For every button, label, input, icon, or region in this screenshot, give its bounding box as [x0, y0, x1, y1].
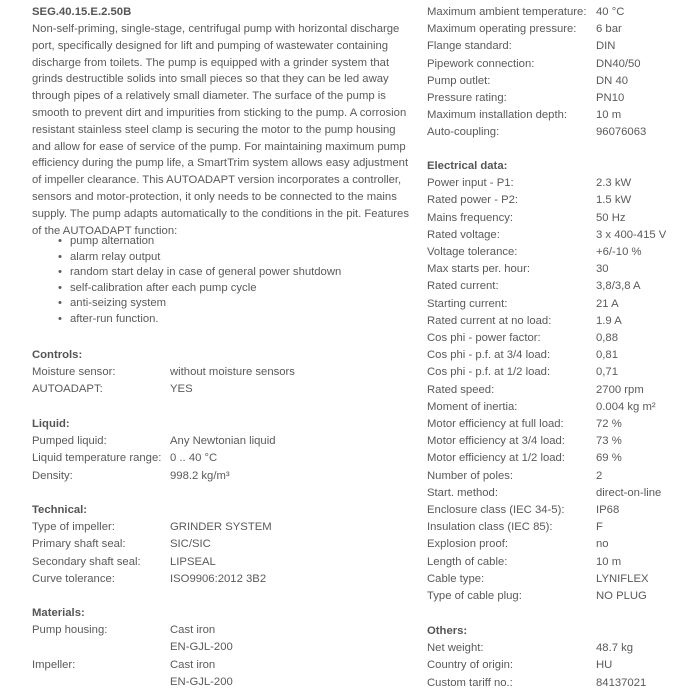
- spec-label: Voltage tolerance:: [427, 246, 518, 259]
- spec-label: Liquid temperature range:: [32, 452, 162, 465]
- description-line: supply. The pump adapts automatically to the conditions in the pit. Features: [32, 207, 409, 220]
- spec-label: Rated current at no load:: [427, 314, 552, 327]
- spec-label: Moisture sensor:: [32, 366, 116, 379]
- spec-value: 21 A: [596, 297, 619, 310]
- section-heading: Liquid:: [32, 418, 70, 430]
- description-line: port, specifically designed for lift and pumping of wastewater containing: [32, 39, 389, 52]
- spec-value: LIPSEAL: [170, 555, 216, 568]
- spec-value: HU: [596, 659, 613, 672]
- spec-label: Motor efficiency at 3/4 load:: [427, 435, 565, 448]
- spec-row: [427, 657, 646, 674]
- spec-value: DN40/50: [596, 57, 641, 70]
- spec-value: 0,81: [596, 349, 618, 362]
- spec-value: 69 %: [596, 452, 622, 465]
- spec-row: [32, 536, 272, 553]
- spec-label: Flange standard:: [427, 40, 512, 53]
- spec-row: [427, 502, 666, 519]
- spec-label: Net weight:: [427, 642, 484, 655]
- description-line: efficiency during the pump life, a SmartTrim system allows easy adjustment: [32, 157, 409, 170]
- feature-list: [58, 234, 341, 328]
- spec-value: 48.7 kg: [596, 642, 634, 655]
- spec-label: Power input - P1:: [427, 177, 514, 190]
- spec-row: [427, 554, 666, 571]
- spec-label: Custom tariff no.:: [427, 676, 513, 689]
- spec-label: Max starts per. hour:: [427, 263, 530, 276]
- spec-label: Primary shaft seal:: [32, 538, 126, 551]
- spec-value: no: [596, 538, 609, 551]
- section-electrical-data: [427, 158, 666, 605]
- section-general: [427, 4, 646, 142]
- section-others: [427, 623, 646, 692]
- spec-label: Maximum installation depth:: [427, 109, 568, 122]
- spec-label: Pump outlet:: [427, 74, 491, 87]
- spec-value: 73 %: [596, 435, 622, 448]
- spec-label: Pumped liquid:: [32, 435, 107, 448]
- spec-value: Cast iron: [170, 624, 216, 637]
- spec-label: Rated current:: [427, 280, 499, 293]
- spec-label: Density:: [32, 469, 73, 482]
- feature-item: • random start delay in case of general power shutdown: [58, 265, 341, 281]
- spec-row: [427, 261, 666, 278]
- spec-row: [32, 433, 276, 450]
- spec-row: [32, 364, 295, 381]
- spec-label: Rated power - P2:: [427, 194, 519, 207]
- spec-row: [427, 468, 666, 485]
- spec-row: [427, 56, 646, 73]
- description-line: through pipes of a relatively small diameter. The surface of the pump is: [32, 90, 386, 103]
- description-line: resistant stainless steel clamp is securing the motor to the pump housing: [32, 123, 396, 136]
- spec-row: [427, 675, 646, 692]
- spec-value: PN10: [596, 92, 625, 105]
- spec-label: AUTOADAPT:: [32, 383, 103, 396]
- spec-label: Maximum operating pressure:: [427, 23, 577, 36]
- spec-value: 3,8/3,8 A: [596, 280, 641, 293]
- spec-value: 50 Hz: [596, 211, 626, 224]
- spec-label: Moment of inertia:: [427, 400, 518, 413]
- spec-row: [427, 175, 666, 192]
- spec-label: Insulation class (IEC 85):: [427, 521, 553, 534]
- spec-label: Pump housing:: [32, 624, 108, 637]
- spec-label: Enclosure class (IEC 34-5):: [427, 504, 565, 517]
- spec-row: [32, 554, 272, 571]
- spec-label: Pipework connection:: [427, 57, 535, 70]
- spec-row: [427, 90, 646, 107]
- spec-value: 3 x 400-415 V: [596, 228, 667, 241]
- spec-label: Cos phi - p.f. at 3/4 load:: [427, 349, 551, 362]
- spec-row: [32, 571, 272, 588]
- spec-row: [427, 313, 666, 330]
- section-heading: Materials:: [32, 607, 85, 619]
- description-line: and allow for ease of service of the pump. For maintaining maximum pump: [32, 140, 406, 153]
- spec-value: Cast iron: [170, 658, 216, 671]
- spec-row: [32, 468, 276, 485]
- spec-row: [427, 364, 666, 381]
- feature-item: • self-calibration after each pump cycle: [58, 281, 341, 297]
- spec-value: NO PLUG: [596, 590, 647, 603]
- spec-row: [427, 640, 646, 657]
- spec-row: [32, 450, 276, 467]
- section-materials: [32, 605, 233, 691]
- feature-item: • alarm relay output: [58, 250, 341, 266]
- spec-row: [427, 227, 666, 244]
- spec-row: [427, 571, 666, 588]
- spec-row: [32, 674, 233, 691]
- spec-value: without moisture sensors: [170, 366, 295, 379]
- product-title: SEG.40.15.E.2.50B: [32, 6, 132, 18]
- spec-row: [427, 278, 666, 295]
- description-line: of the AUTOADAPT function:: [32, 224, 178, 237]
- spec-row: [427, 124, 646, 141]
- spec-value: direct-on-line: [596, 486, 662, 499]
- section-liquid: [32, 416, 276, 485]
- spec-label: [32, 674, 170, 691]
- spec-row: [427, 38, 646, 55]
- spec-value: F: [596, 521, 603, 534]
- spec-row: [427, 73, 646, 90]
- description-line: sensors and motor-protection, it only needs to be connected to the mains: [32, 190, 397, 203]
- spec-label: Impeller:: [32, 658, 76, 671]
- spec-row: [427, 330, 666, 347]
- spec-label: Starting current:: [427, 297, 508, 310]
- spec-label: Mains frequency:: [427, 211, 514, 224]
- feature-item: • after-run function.: [58, 312, 341, 328]
- description-line: discharge from toilets. The pump is equipped with a grinder system that: [32, 56, 390, 69]
- spec-value: 40 °C: [596, 6, 625, 18]
- spec-value: 6 bar: [596, 23, 622, 36]
- spec-value: +6/-10 %: [596, 246, 642, 259]
- spec-row: [427, 296, 666, 313]
- spec-label: Explosion proof:: [427, 538, 509, 551]
- section-heading: Others:: [427, 625, 468, 637]
- spec-value: Any Newtonian liquid: [170, 435, 276, 448]
- spec-label: Maximum ambient temperature:: [427, 6, 587, 18]
- spec-label: Rated speed:: [427, 383, 495, 396]
- spec-value: 10 m: [596, 109, 622, 122]
- spec-row: [427, 416, 666, 433]
- spec-label: Curve tolerance:: [32, 572, 115, 585]
- spec-label: Auto-coupling:: [427, 126, 500, 139]
- spec-value: 1.9 A: [596, 314, 622, 327]
- spec-value: 2.3 kW: [596, 177, 632, 190]
- spec-value: 2700 rpm: [596, 383, 644, 396]
- section-heading: Technical:: [32, 504, 88, 516]
- spec-value: DIN: [596, 40, 616, 53]
- section-heading: Electrical data:: [427, 160, 508, 172]
- spec-label: [32, 639, 170, 656]
- spec-row: [427, 4, 646, 21]
- spec-value: YES: [170, 383, 193, 396]
- spec-row: [427, 210, 666, 227]
- spec-value: 30: [596, 263, 609, 276]
- spec-value: 0,71: [596, 366, 618, 379]
- spec-row: [32, 381, 295, 398]
- spec-value: EN-GJL-200: [170, 641, 233, 654]
- spec-label: Type of impeller:: [32, 521, 115, 534]
- spec-value: 10 m: [596, 555, 622, 568]
- spec-value: SIC/SIC: [170, 538, 211, 551]
- spec-row: [427, 450, 666, 467]
- spec-row: [427, 192, 666, 209]
- spec-value: 96076063: [596, 126, 647, 139]
- spec-value: GRINDER SYSTEM: [170, 521, 272, 534]
- spec-value: 0.004 kg m²: [596, 400, 656, 413]
- spec-row: [427, 244, 666, 261]
- spec-value: 0 .. 40 °C: [170, 452, 218, 465]
- spec-value: ISO9906:2012 3B2: [170, 572, 267, 585]
- spec-label: Number of poles:: [427, 469, 514, 482]
- spec-label: Motor efficiency at full load:: [427, 418, 564, 431]
- spec-value: 1.5 kW: [596, 194, 632, 207]
- description-line: Non-self-priming, single-stage, centrifugal pump with horizontal discharge: [32, 23, 400, 35]
- spec-label: Cable type:: [427, 572, 485, 585]
- spec-label: Rated voltage:: [427, 228, 500, 241]
- spec-label: Pressure rating:: [427, 92, 507, 105]
- spec-row: [427, 433, 666, 450]
- spec-row: [427, 536, 666, 553]
- feature-item: • anti-seizing system: [58, 296, 341, 312]
- spec-value: EN-GJL-200: [170, 675, 233, 688]
- spec-value: 2: [596, 469, 603, 482]
- spec-row: [32, 639, 233, 656]
- product-description: [32, 21, 409, 239]
- spec-value: 84137021: [596, 676, 647, 689]
- description-line: of impeller clearance. This AUTOADAPT version incorporates a controller,: [32, 174, 402, 187]
- section-heading: Controls:: [32, 349, 83, 361]
- spec-value: IP68: [596, 504, 620, 517]
- spec-label: Cos phi - power factor:: [427, 332, 541, 345]
- spec-row: [427, 107, 646, 124]
- spec-row: [427, 399, 666, 416]
- spec-value: LYNIFLEX: [596, 572, 649, 585]
- description-line: smooth to prevent dirt and impurities from sticking to the pump. A corrosion: [32, 106, 407, 119]
- spec-label: Motor efficiency at 1/2 load:: [427, 452, 565, 465]
- spec-value: 72 %: [596, 418, 622, 431]
- spec-row: [427, 485, 666, 502]
- spec-row: [427, 519, 666, 536]
- spec-value: DN 40: [596, 74, 629, 87]
- spec-label: Start. method:: [427, 486, 498, 499]
- section-technical: [32, 502, 272, 588]
- spec-row: [32, 622, 233, 639]
- feature-item: • pump alternation: [58, 234, 341, 250]
- spec-row: [427, 21, 646, 38]
- spec-label: Secondary shaft seal:: [32, 555, 141, 568]
- spec-row: [427, 382, 666, 399]
- description-line: grinds destructible solids into small pieces so that they can be led away: [32, 73, 389, 86]
- spec-value: 0,88: [596, 332, 618, 345]
- spec-row: [427, 347, 666, 364]
- spec-label: Length of cable:: [427, 555, 508, 568]
- spec-row: [32, 657, 233, 674]
- section-controls: [32, 347, 295, 399]
- spec-label: Cos phi - p.f. at 1/2 load:: [427, 366, 551, 379]
- spec-value: 998.2 kg/m³: [170, 469, 230, 482]
- spec-label: Country of origin:: [427, 659, 514, 672]
- spec-row: [427, 588, 666, 605]
- spec-row: [32, 519, 272, 536]
- spec-label: Type of cable plug:: [427, 590, 522, 603]
